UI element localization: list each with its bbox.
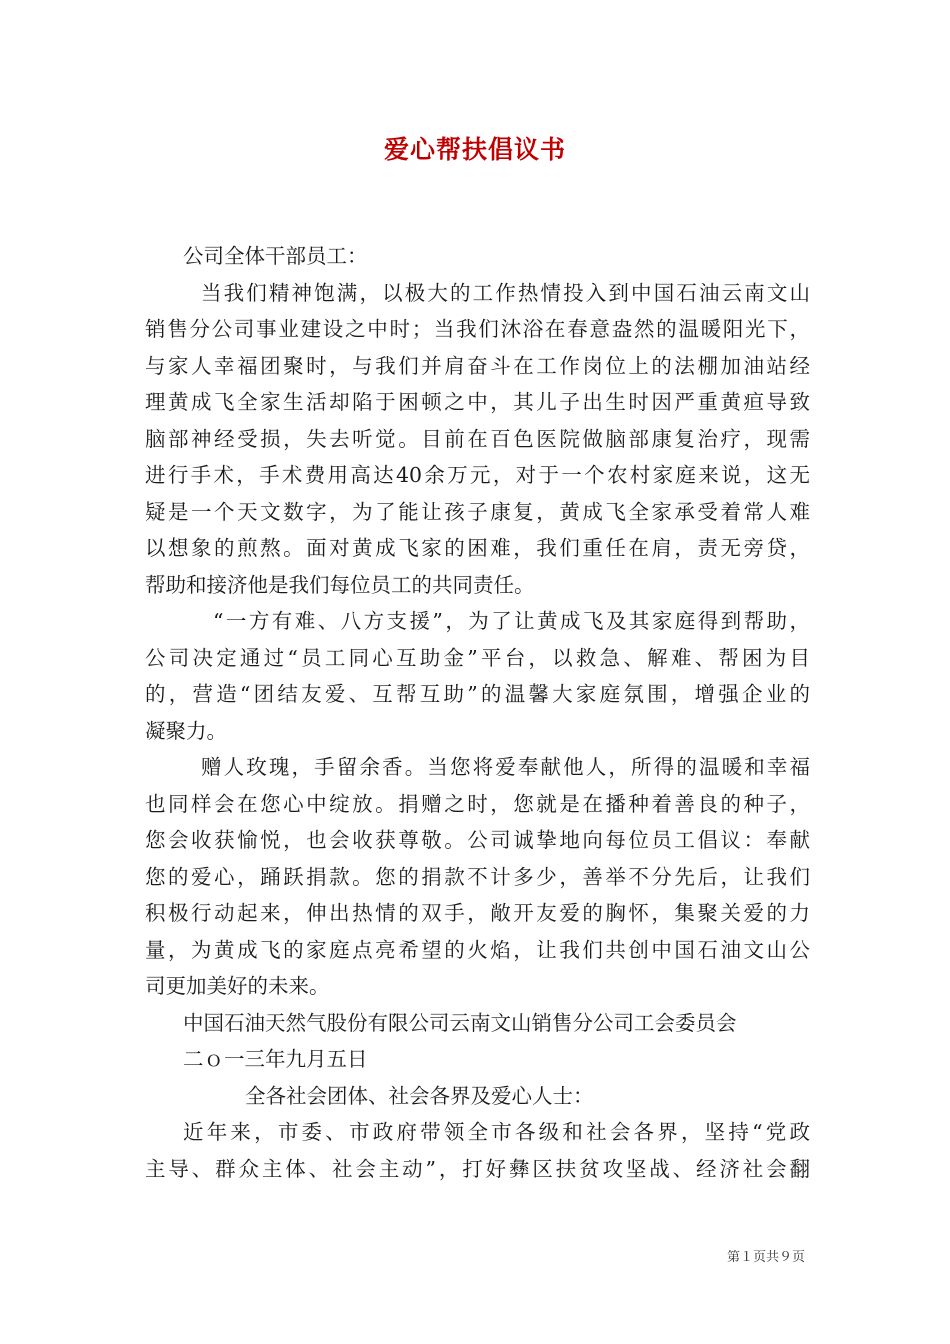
paragraph-line: “一方有难、八方支援”，为了让黄成飞及其家庭得到帮助， xyxy=(213,609,810,633)
paragraph-line: 与家人幸福团聚时，与我们并肩奋斗在工作岗位上的法棚加油站经 xyxy=(145,353,810,378)
paragraph-line: 积极行动起来，伸出热情的双手，敞开友爱的胸怀，集聚关爱的力 xyxy=(145,901,810,925)
paragraph-line: 公司决定通过“员工同心互助金”平台，以救急、解难、帮困为目 xyxy=(145,645,810,670)
paragraph-line: 以想象的煎熬。面对黄成飞家的困难，我们重任在肩，责无旁贷， xyxy=(145,536,810,560)
paragraph-line: 也同样会在您心中绽放。捐赠之时，您就是在播种着善良的种子， xyxy=(145,791,810,816)
paragraph-line: 帮助和接济他是我们每位员工的共同责任。 xyxy=(145,572,535,597)
second-salutation: 全各社会团体、社会各界及爱心人士： xyxy=(245,1083,594,1108)
paragraph-line: 脑部神经受损，失去听觉。目前在百色医院做脑部康复治疗，现需 xyxy=(145,426,810,451)
paragraph-line: 理黄成飞全家生活却陷于困顿之中，其儿子出生时因严重黄疸导致 xyxy=(145,390,810,414)
page-title: 爱心帮扶倡议书 xyxy=(383,135,566,164)
paragraph-line: 进行手术，手术费用高达40余万元，对于一个农村家庭来说，这无 xyxy=(145,463,810,487)
paragraph-line: 当我们精神饱满，以极大的工作热情投入到中国石油云南文山 xyxy=(201,280,810,305)
paragraph-line: 的，营造“团结友爱、互帮互助”的温馨大家庭氛围，增强企业的 xyxy=(145,682,810,706)
paragraph-line: 您会收获愉悦，也会收获尊敬。公司诚挚地向每位员工倡议：奉献 xyxy=(145,828,810,852)
paragraph-line: 量，为黄成飞的家庭点亮希望的火焰，让我们共创中国石油文山公 xyxy=(145,937,810,962)
signature-organization: 中国石油天然气股份有限公司云南文山销售分公司工会委员会 xyxy=(183,1010,737,1035)
salutation: 公司全体干部员工： xyxy=(183,244,368,268)
paragraph-line: 您的爱心，踊跃捐款。您的捐款不计多少，善举不分先后，让我们 xyxy=(145,864,810,889)
signature-date: 二ｏ一三年九月五日 xyxy=(183,1047,368,1071)
paragraph-line: 主导、群众主体、社会主动”，打好彝区扶贫攻坚战、经济社会翻 xyxy=(145,1156,810,1181)
paragraph-line: 销售分公司事业建设之中时；当我们沐浴在春意盎然的温暖阳光下， xyxy=(145,317,810,341)
paragraph-line: 疑是一个天文数字，为了能让孩子康复，黄成飞全家承受着常人难 xyxy=(145,499,810,524)
document-body xyxy=(145,238,810,1187)
paragraph-line: 司更加美好的未来。 xyxy=(145,974,330,998)
paragraph-line: 近年来，市委、市政府带领全市各级和社会各界，坚持“党政 xyxy=(183,1120,810,1144)
paragraph-line: 凝聚力。 xyxy=(145,718,227,743)
paragraph-line: 赠人玫瑰，手留余香。当您将爱奉献他人，所得的温暖和幸福 xyxy=(201,755,810,779)
page-number: 第１页共９页 xyxy=(726,1250,805,1265)
